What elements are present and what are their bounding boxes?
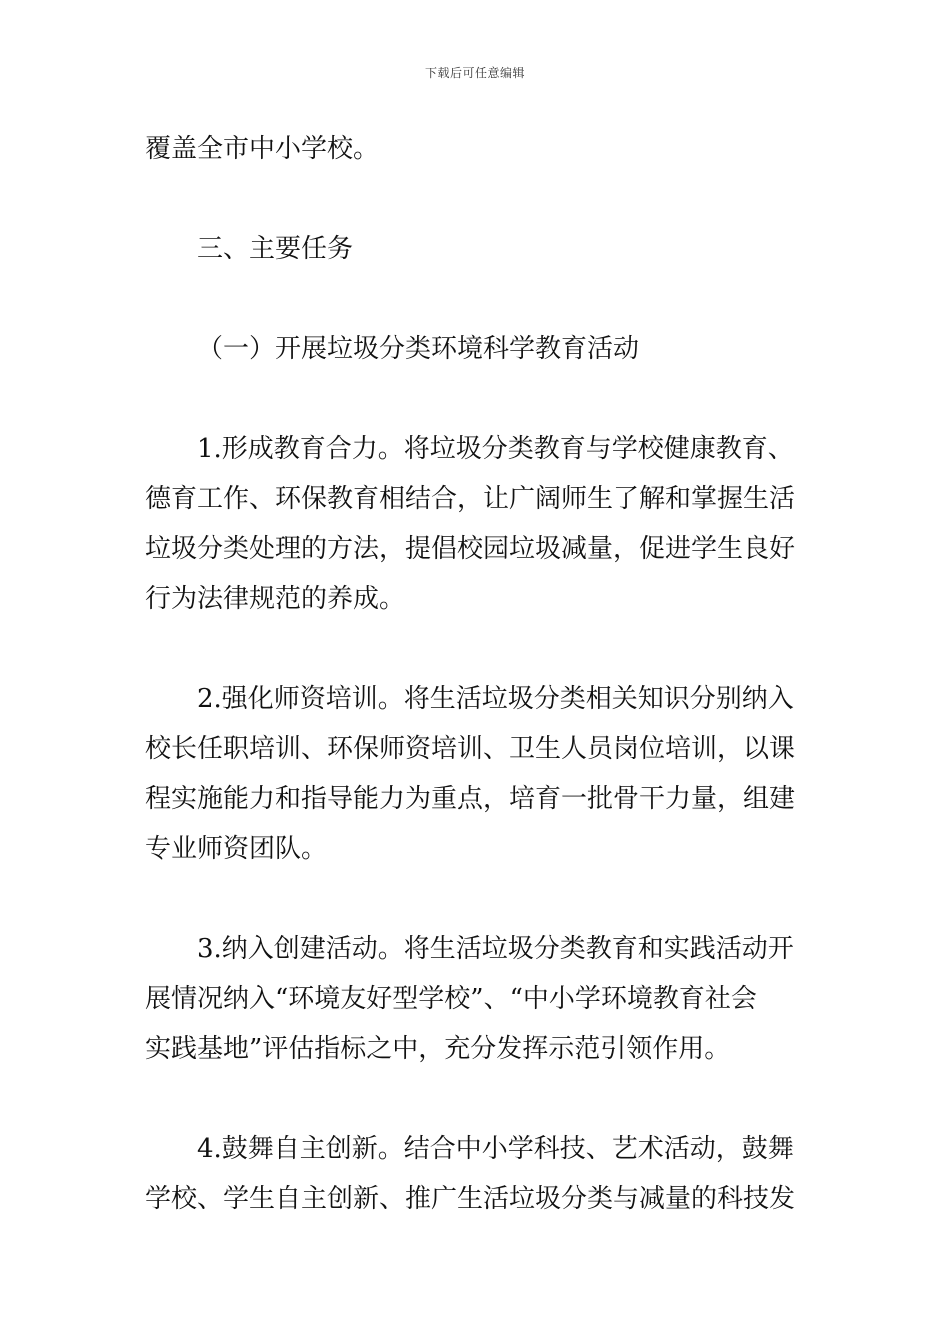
paragraph-line: 行为法律规范的养成。 [145,584,406,614]
paragraph-line: 4.鼓舞自主创新。结合中小学科技、艺术活动，鼓舞 [197,1134,794,1164]
subsection-heading: （一）开展垃圾分类环境科学教育活动 [197,334,640,364]
paragraph-gap [145,874,810,924]
paragraph-line: 1.形成教育合力。将垃圾分类教育与学校健康教育、 [197,434,794,464]
paragraph-line: 学校、学生自主创新、推广生活垃圾分类与减量的科技发 [145,1184,796,1214]
paragraph-line: 德育工作、环保教育相结合，让广阔师生了解和掌握生活 [145,484,796,514]
paragraph-line: 覆盖全市中小学校。 [145,134,380,164]
document-body [145,124,810,1224]
paragraph-line: 实践基地”评估指标之中，充分发挥示范引领作用。 [145,1034,731,1064]
paragraph-gap [145,274,810,324]
paragraph-line: 垃圾分类处理的方法，提倡校园垃圾减量，促进学生良好 [145,534,796,564]
paragraph-line: 校长任职培训、环保师资培训、卫生人员岗位培训，以课 [145,734,796,764]
paragraph-line: 3.纳入创建活动。将生活垃圾分类教育和实践活动开 [197,934,794,964]
paragraph-line: 程实施能力和指导能力为重点，培育一批骨干力量，组建 [145,784,796,814]
paragraph-gap [145,374,810,424]
paragraph-line: 专业师资团队。 [145,834,328,864]
paragraph-line: 2.强化师资培训。将生活垃圾分类相关知识分别纳入 [197,684,794,714]
paragraph-line: 展情况纳入“环境友好型学校”、“中小学环境教育社会 [145,984,757,1014]
section-heading: 三、主要任务 [197,234,354,264]
paragraph-gap [145,1074,810,1124]
paragraph-gap [145,624,810,674]
paragraph-gap [145,174,810,224]
page-header: 下载后可任意编辑 [424,66,525,80]
